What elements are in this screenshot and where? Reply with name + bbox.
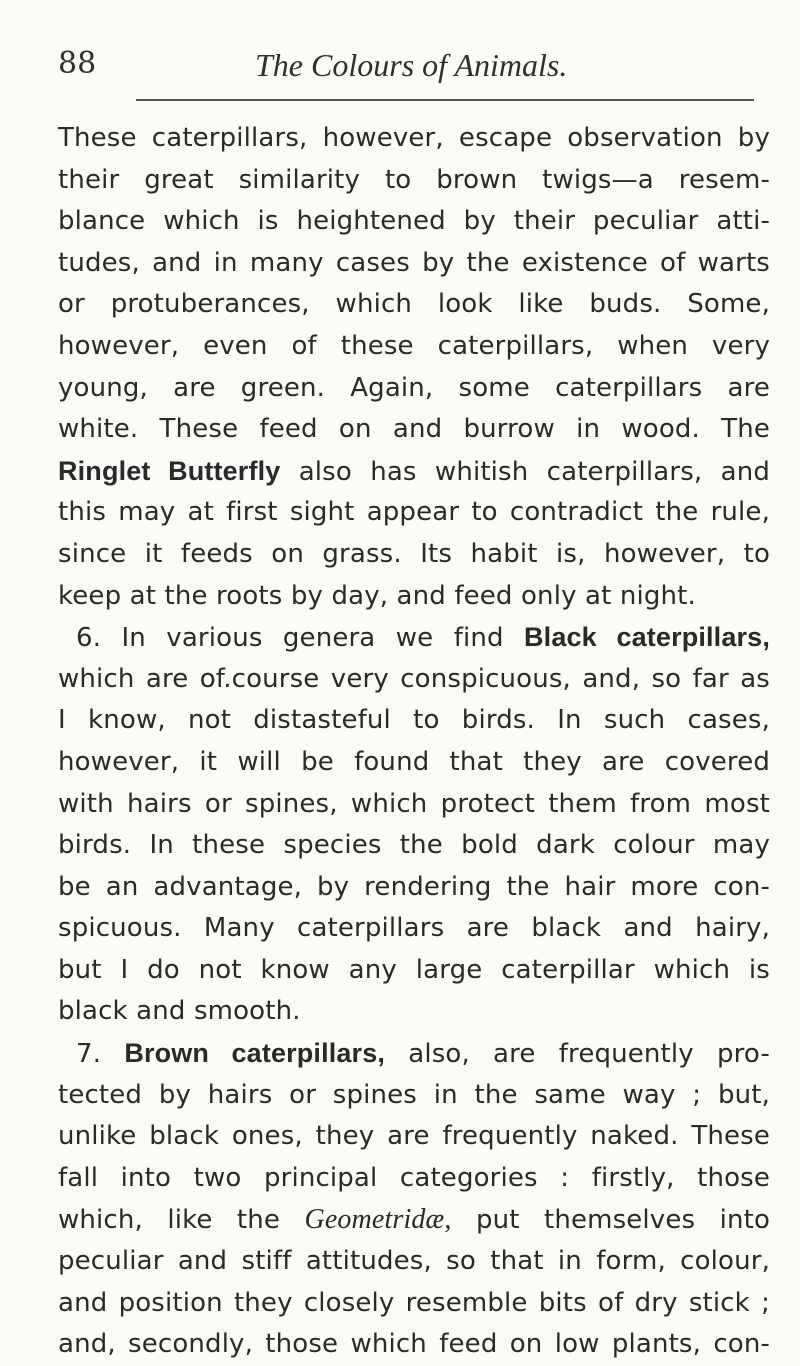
text-line — [58, 1033, 770, 1075]
header-rule — [136, 99, 754, 101]
text-line: however, even of these caterpillars, when very — [58, 330, 770, 361]
text-line: keep at the roots by day, and feed only at night. — [58, 580, 696, 611]
page-number: 88 — [58, 46, 97, 81]
text-line: and position they closely resemble bits of dry stick ; — [58, 1287, 770, 1318]
running-title: The Colours of Animals. — [255, 47, 568, 83]
text-line: since it feeds on grass. Its habit is, however, to — [58, 538, 770, 569]
text-line: with hairs or spines, which protect them from most — [58, 788, 770, 819]
text-line: blance which is heightened by their peculiar atti- — [58, 206, 770, 237]
bold-term: Brown caterpillars, — [124, 1038, 386, 1069]
text-run: which, like the — [58, 1205, 305, 1236]
text-line: birds. In these species the bold dark colour may — [58, 830, 770, 861]
text-line: black and smooth. — [58, 996, 301, 1027]
text-run: also has whitish caterpillars, and — [280, 456, 770, 487]
text-line: however, it will be found that they are covered — [58, 746, 770, 777]
text-line: young, are green. Again, some caterpillars are — [58, 372, 770, 403]
text-line: which are of.course very conspicuous, and, so far as — [58, 663, 770, 694]
bold-term: Black caterpillars, — [524, 622, 770, 653]
text-line: peculiar and stiff attitudes, so that in form, colour, — [58, 1246, 770, 1277]
text-line: tected by hairs or spines in the same way ; but, — [58, 1079, 770, 1110]
text-run: put themselves into — [451, 1205, 770, 1236]
text-line: spicuous. Many caterpillars are black and hairy, — [58, 913, 770, 944]
text-line: These caterpillars, however, escape observation by — [58, 123, 770, 153]
page-header — [58, 46, 758, 96]
text-line — [58, 1199, 770, 1241]
text-line: but I do not know any large caterpillar which is — [58, 954, 770, 985]
text-line: and, secondly, those which feed on low plants, con- — [58, 1329, 770, 1360]
text-run: 7. — [76, 1039, 125, 1070]
text-run: 6. In various genera we find — [76, 623, 525, 654]
text-line — [58, 617, 770, 659]
text-line: be an advantage, by rendering the hair more con- — [58, 871, 770, 902]
text-line: fall into two principal categories : firstly, those — [58, 1162, 770, 1193]
italic-term: Geometridæ, — [304, 1204, 452, 1236]
text-line: I know, not distasteful to birds. In such cases, — [58, 705, 770, 736]
text-line: this may at first sight appear to contradict the rule, — [58, 497, 770, 528]
body-text — [58, 118, 770, 1366]
text-line: tudes, and in many cases by the existence of warts — [58, 247, 770, 278]
text-line: or protuberances, which look like buds. Some, — [58, 289, 770, 320]
text-line: unlike black ones, they are frequently naked. These — [58, 1121, 770, 1152]
text-line: their great similarity to brown twigs—a resem- — [58, 164, 770, 195]
text-line: white. These feed on and burrow in wood. The — [58, 414, 770, 445]
text-line — [58, 451, 770, 493]
text-run: also, are frequently pro- — [385, 1039, 770, 1070]
bold-term: Ringlet Butterfly — [58, 455, 281, 486]
